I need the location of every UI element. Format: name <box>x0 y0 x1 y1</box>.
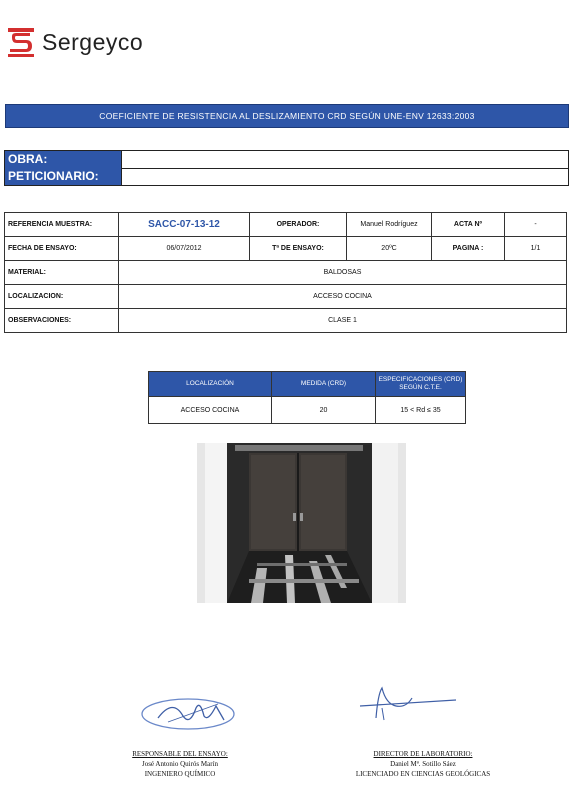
pagina-value: 1/1 <box>505 237 567 261</box>
signature-block-responsable <box>110 749 250 779</box>
localizacion-value: ACCESO COCINA <box>119 285 567 309</box>
test-site-photo <box>197 443 406 603</box>
referencia-label: REFERENCIA MUESTRA: <box>5 213 119 237</box>
director-title: LICENCIADO EN CIENCIAS GEOLÓGICAS <box>355 770 491 778</box>
table-row <box>149 397 466 424</box>
signature-block-director <box>338 749 508 779</box>
peticionario-label: PETICIONARIO: <box>5 168 121 185</box>
results-header-row <box>149 372 466 397</box>
operador-label: OPERADOR: <box>250 213 347 237</box>
acta-value: - <box>505 213 567 237</box>
director-name: Daniel Mª. Sotillo Sáez <box>390 760 456 768</box>
temperatura-label: Tª DE ENSAYO: <box>250 237 347 261</box>
responsable-name: José Antonio Quirós Marín <box>141 760 219 768</box>
fecha-label: FECHA DE ENSAYO: <box>5 237 119 261</box>
peticionario-value <box>121 168 568 185</box>
director-role: DIRECTOR DE LABORATORIO: <box>373 750 473 758</box>
result-medida: 20 <box>272 397 376 424</box>
result-localizacion: ACCESO COCINA <box>149 397 272 424</box>
table-row <box>5 285 567 309</box>
responsable-role: RESPONSABLE DEL ENSAYO: <box>132 750 228 758</box>
localizacion-label: LOCALIZACION: <box>5 285 119 309</box>
table-row <box>5 213 567 237</box>
observaciones-value: CLASE 1 <box>119 309 567 333</box>
obra-label: OBRA: <box>5 151 121 168</box>
document-title: COEFICIENTE DE RESISTENCIA AL DESLIZAMIENTO CRD SEGÚN UNE-ENV 12633:2003 <box>5 104 569 128</box>
operador-value: Manuel Rodríguez <box>347 213 432 237</box>
observaciones-label: OBSERVACIONES: <box>5 309 119 333</box>
result-especificacion: 15 < Rd ≤ 35 <box>376 397 466 424</box>
table-row <box>5 237 567 261</box>
material-label: MATERIAL: <box>5 261 119 285</box>
pagina-label: PAGINA : <box>432 237 505 261</box>
sample-info-table <box>4 212 567 333</box>
referencia-value: SACC-07-13-12 <box>119 213 250 237</box>
signature-responsable-icon <box>138 690 238 734</box>
brand-name: Sergeyco <box>42 29 144 55</box>
temperatura-value: 20ºC <box>347 237 432 261</box>
table-row <box>5 309 567 333</box>
table-row <box>5 261 567 285</box>
obra-value <box>121 151 568 169</box>
col-localizacion: LOCALIZACIÓN <box>149 372 272 397</box>
signature-director-icon <box>356 684 466 724</box>
results-table <box>148 371 466 424</box>
sergeyco-logo-icon <box>6 26 36 58</box>
acta-label: ACTA Nº <box>432 213 505 237</box>
col-medida: MEDIDA (CRD) <box>272 372 376 397</box>
fecha-value: 06/07/2012 <box>119 237 250 261</box>
project-header <box>4 150 569 186</box>
material-value: BALDOSAS <box>119 261 567 285</box>
responsable-title: INGENIERO QUÍMICO <box>144 770 216 778</box>
col-especificaciones: ESPECIFICACIONES (CRD) SEGÚN C.T.E. <box>376 372 466 397</box>
